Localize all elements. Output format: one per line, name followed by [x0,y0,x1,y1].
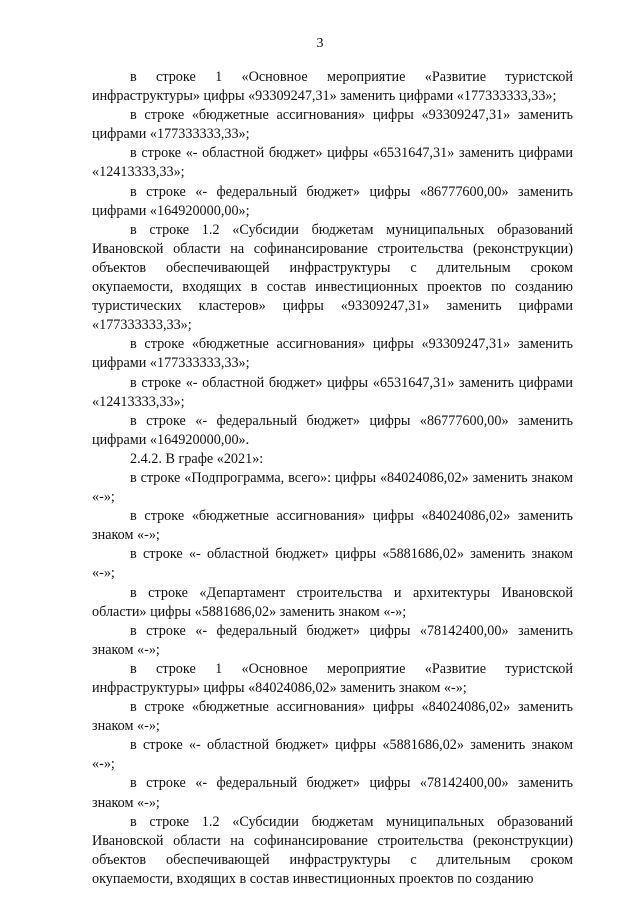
document-body [92,68,573,889]
paragraph-8: в строке «- федеральный бюджет» цифры «86777600,00» заменить цифрами «164920000,00». [92,412,573,448]
paragraph-15: в строке 1 «Основное мероприятие «Развитие туристской инфраструктуры» цифры «84024086,02» заменить знаком «-»; [92,660,573,696]
paragraph-7: в строке «- областной бюджет» цифры «6531647,31» заменить цифрами «12413333,33»; [92,374,573,410]
paragraph-4: в строке «- федеральный бюджет» цифры «86777600,00» заменить цифрами «164920000,00»; [92,183,573,219]
paragraph-12: в строке «- областной бюджет» цифры «5881686,02» заменить знаком «-»; [92,546,573,582]
paragraph-10: в строке «Подпрограмма, всего»: цифры «84024086,02» заменить знаком «-»; [92,469,573,506]
paragraph-16: в строке «бюджетные ассигнования» цифры «84024086,02» заменить знаком «-»; [92,699,573,735]
page-number: 3 [316,36,324,51]
paragraph-18: в строке «- федеральный бюджет» цифры «78142400,00» заменить знаком «-»; [92,775,573,811]
paragraph-17: в строке «- областной бюджет» цифры «5881686,02» заменить знаком «-»; [92,737,573,773]
paragraph-14: в строке «- федеральный бюджет» цифры «78142400,00» заменить знаком «-»; [92,622,573,658]
paragraph-19: в строке 1.2 «Субсидии бюджетам муниципальных образований Ивановской области на софинансирование строительства (реконструкции) объектов обеспечивающей инфраструктуры с длительным сроком окупаемости, входящих в состав инвестиционных проектов по созданию [92,813,573,887]
paragraph-2: в строке «бюджетные ассигнования» цифры «93309247,31» заменить цифрами «177333333,33»; [92,107,573,143]
paragraph-3: в строке «- областной бюджет» цифры «6531647,31» заменить цифрами «12413333,33»; [92,145,573,181]
paragraph-1: в строке 1 «Основное мероприятие «Развитие туристской инфраструктуры» цифры «93309247,31» заменить цифрами «177333333,33»; [92,69,573,105]
paragraph-6: в строке «бюджетные ассигнования» цифры «93309247,31» заменить цифрами «177333333,33»; [92,336,573,372]
paragraph-5: в строке 1.2 «Субсидии бюджетам муниципальных образований Ивановской области на софинансирование строительства (реконструкции) объектов обеспечивающей инфраструктуры с длительным сроком окупаемости, входящих в состав инвестиционных проектов по созданию туристических кластеров» цифры «93309247,31» заменить цифрами «177333333,33»; [92,221,573,334]
paragraph-11: в строке «бюджетные ассигнования» цифры «84024086,02» заменить знаком «-»; [92,508,573,544]
paragraph-13: в строке «Департамент строительства и архитектуры Ивановской области» цифры «5881686,02» заменить знаком «-»; [92,584,573,620]
paragraph-9: 2.4.2. В графе «2021»: [130,450,264,467]
